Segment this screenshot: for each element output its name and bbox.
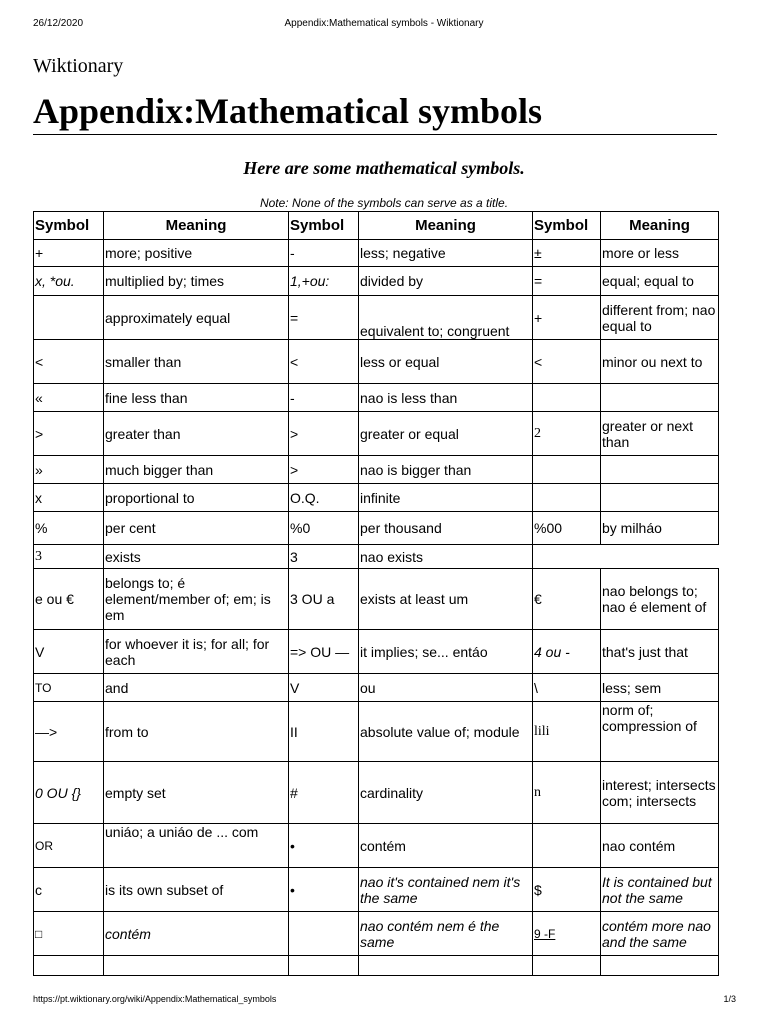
table-cell — [34, 956, 104, 976]
table-row — [34, 267, 719, 296]
table-cell: infinite — [359, 484, 533, 512]
table-row — [34, 702, 719, 762]
table-cell: $ — [533, 868, 601, 912]
table-row — [34, 456, 719, 484]
table-cell: = — [533, 267, 601, 296]
column-header: Meaning — [359, 212, 533, 240]
table-cell: per thousand — [359, 512, 533, 545]
symbol-text: e ou € — [35, 591, 74, 607]
table-row — [34, 545, 719, 569]
table-cell: > — [289, 412, 359, 456]
table-cell: nao contém nem é the same — [359, 912, 533, 956]
table-cell: divided by — [359, 267, 533, 296]
table-row — [34, 412, 719, 456]
table-cell: %0 — [289, 512, 359, 545]
table-cell: smaller than — [104, 340, 289, 384]
table-row — [34, 762, 719, 824]
table-cell: • — [289, 824, 359, 868]
table-cell: greater or next than — [601, 412, 719, 456]
table-cell: It is contained but not the same — [601, 868, 719, 912]
table-cell: ± — [533, 240, 601, 267]
table-cell: - — [289, 384, 359, 412]
table-row — [34, 956, 719, 976]
table-cell: II — [289, 702, 359, 762]
table-cell: and — [104, 674, 289, 702]
print-footer-url: https://pt.wiktionary.org/wiki/Appendix:Mathematical_symbols — [33, 994, 277, 1004]
table-cell: 3 — [289, 545, 359, 569]
table-cell: nao it's contained nem it's the same — [359, 868, 533, 912]
column-header: Symbol — [289, 212, 359, 240]
table-cell: < — [289, 340, 359, 384]
table-cell — [533, 824, 601, 868]
table-cell: contém — [104, 912, 289, 956]
table-cell: x, *ou. — [34, 267, 104, 296]
table-cell — [289, 912, 359, 956]
table-cell: norm of; compression of — [601, 702, 719, 762]
table-cell: that's just that — [601, 630, 719, 674]
table-cell: \ — [533, 674, 601, 702]
table-cell — [601, 545, 719, 569]
table-cell: 3 — [34, 545, 104, 569]
table-row — [34, 824, 719, 868]
table-cell — [533, 956, 601, 976]
table-cell: € — [533, 569, 601, 630]
table-cell: nao exists — [359, 545, 533, 569]
table-row — [34, 630, 719, 674]
table-cell: 0 OU {} — [34, 762, 104, 824]
table-cell: c — [34, 868, 104, 912]
site-name: Wiktionary — [33, 55, 124, 77]
table-cell: from to — [104, 702, 289, 762]
table-header-row — [34, 212, 719, 240]
table-cell: 4 ou - — [533, 630, 601, 674]
table-cell — [533, 545, 601, 569]
table-cell: less or equal — [359, 340, 533, 384]
table-cell: + — [533, 296, 601, 340]
table-cell: contém more nao and the same — [601, 912, 719, 956]
table-cell: 9 -F — [533, 912, 601, 956]
table-cell: per cent — [104, 512, 289, 545]
table-row — [34, 912, 719, 956]
column-header: Symbol — [533, 212, 601, 240]
table-row — [34, 569, 719, 630]
table-cell — [601, 384, 719, 412]
table-cell: < — [34, 340, 104, 384]
page-title: Appendix:Mathematical symbols — [33, 91, 543, 131]
table-cell: > — [34, 412, 104, 456]
table-cell: less; sem — [601, 674, 719, 702]
table-cell: nao contém — [601, 824, 719, 868]
table-cell: O.Q. — [289, 484, 359, 512]
symbols-table — [33, 211, 719, 976]
column-header: Symbol — [34, 212, 104, 240]
table-cell: lili — [533, 702, 601, 762]
table-cell: much bigger than — [104, 456, 289, 484]
table-cell: 1,+ou: — [289, 267, 359, 296]
table-cell: nao is bigger than — [359, 456, 533, 484]
table-cell: %00 — [533, 512, 601, 545]
table-cell: uniáo; a uniáo de ... com — [104, 824, 289, 868]
table-cell — [34, 296, 104, 340]
table-cell: more or less — [601, 240, 719, 267]
table-cell: nao belongs to; nao é element of — [601, 569, 719, 630]
table-cell: less; negative — [359, 240, 533, 267]
table-cell: TO — [34, 674, 104, 702]
table-cell: equivalent to; congruent — [359, 296, 533, 340]
table-cell: OR — [34, 824, 104, 868]
table-cell: > — [289, 456, 359, 484]
print-date: 26/12/2020 — [33, 18, 84, 29]
title-rule — [33, 134, 717, 135]
table-cell — [601, 484, 719, 512]
print-page-title: Appendix:Mathematical symbols - Wiktionary — [284, 18, 484, 29]
table-row — [34, 512, 719, 545]
table-cell — [601, 956, 719, 976]
table-cell: • — [289, 868, 359, 912]
table-cell: V — [289, 674, 359, 702]
table-cell: nao is less than — [359, 384, 533, 412]
table-cell: □ — [34, 912, 104, 956]
table-cell — [359, 956, 533, 976]
table-cell: + — [34, 240, 104, 267]
table-cell: - — [289, 240, 359, 267]
table-row — [34, 484, 719, 512]
table-cell: % — [34, 512, 104, 545]
table-row — [34, 296, 719, 340]
table-cell: absolute value of; module — [359, 702, 533, 762]
table-cell: # — [289, 762, 359, 824]
column-header: Meaning — [104, 212, 289, 240]
table-cell: contém — [359, 824, 533, 868]
table-cell: ou — [359, 674, 533, 702]
note: Note: None of the symbols can serve as a title. — [259, 196, 509, 210]
table-cell: exists at least um — [359, 569, 533, 630]
table-cell — [533, 384, 601, 412]
table-cell: multiplied by; times — [104, 267, 289, 296]
table-cell: = — [289, 296, 359, 340]
table-cell: greater or equal — [359, 412, 533, 456]
table-cell — [104, 956, 289, 976]
table-cell: —> — [34, 702, 104, 762]
table-cell: < — [533, 340, 601, 384]
table-cell — [601, 456, 719, 484]
table-cell: different from; nao equal to — [601, 296, 719, 340]
table-cell: n — [533, 762, 601, 824]
table-cell: minor ou next to — [601, 340, 719, 384]
table-cell: « — [34, 384, 104, 412]
table-cell: is its own subset of — [104, 868, 289, 912]
table-cell: x — [34, 484, 104, 512]
table-cell: 2 — [533, 412, 601, 456]
table-cell: fine less than — [104, 384, 289, 412]
table-cell: for whoever it is; for all; for each — [104, 630, 289, 674]
column-header: Meaning — [601, 212, 719, 240]
table-cell — [34, 569, 104, 630]
table-row — [34, 240, 719, 267]
table-row — [34, 674, 719, 702]
table-cell — [289, 956, 359, 976]
table-row — [34, 384, 719, 412]
table-cell: cardinality — [359, 762, 533, 824]
table-cell: exists — [104, 545, 289, 569]
table-cell: more; positive — [104, 240, 289, 267]
table-cell — [533, 456, 601, 484]
table-cell: greater than — [104, 412, 289, 456]
table-cell: by milháo — [601, 512, 719, 545]
table-cell: proportional to — [104, 484, 289, 512]
table-cell: » — [34, 456, 104, 484]
table-cell — [533, 484, 601, 512]
table-cell: equal; equal to — [601, 267, 719, 296]
print-page-number: 1/3 — [723, 994, 736, 1004]
table-cell: it implies; se... entáo — [359, 630, 533, 674]
table-cell: => OU — — [289, 630, 359, 674]
table-row — [34, 868, 719, 912]
subtitle: Here are some mathematical symbols. — [243, 158, 525, 178]
table-cell: approximately equal — [104, 296, 289, 340]
table-row — [34, 340, 719, 384]
table-cell: belongs to; é element/member of; em; is em — [104, 569, 289, 630]
table-cell: empty set — [104, 762, 289, 824]
table-cell: interest; intersects com; intersects — [601, 762, 719, 824]
table-cell: 3 OU a — [289, 569, 359, 630]
table-cell: V — [34, 630, 104, 674]
